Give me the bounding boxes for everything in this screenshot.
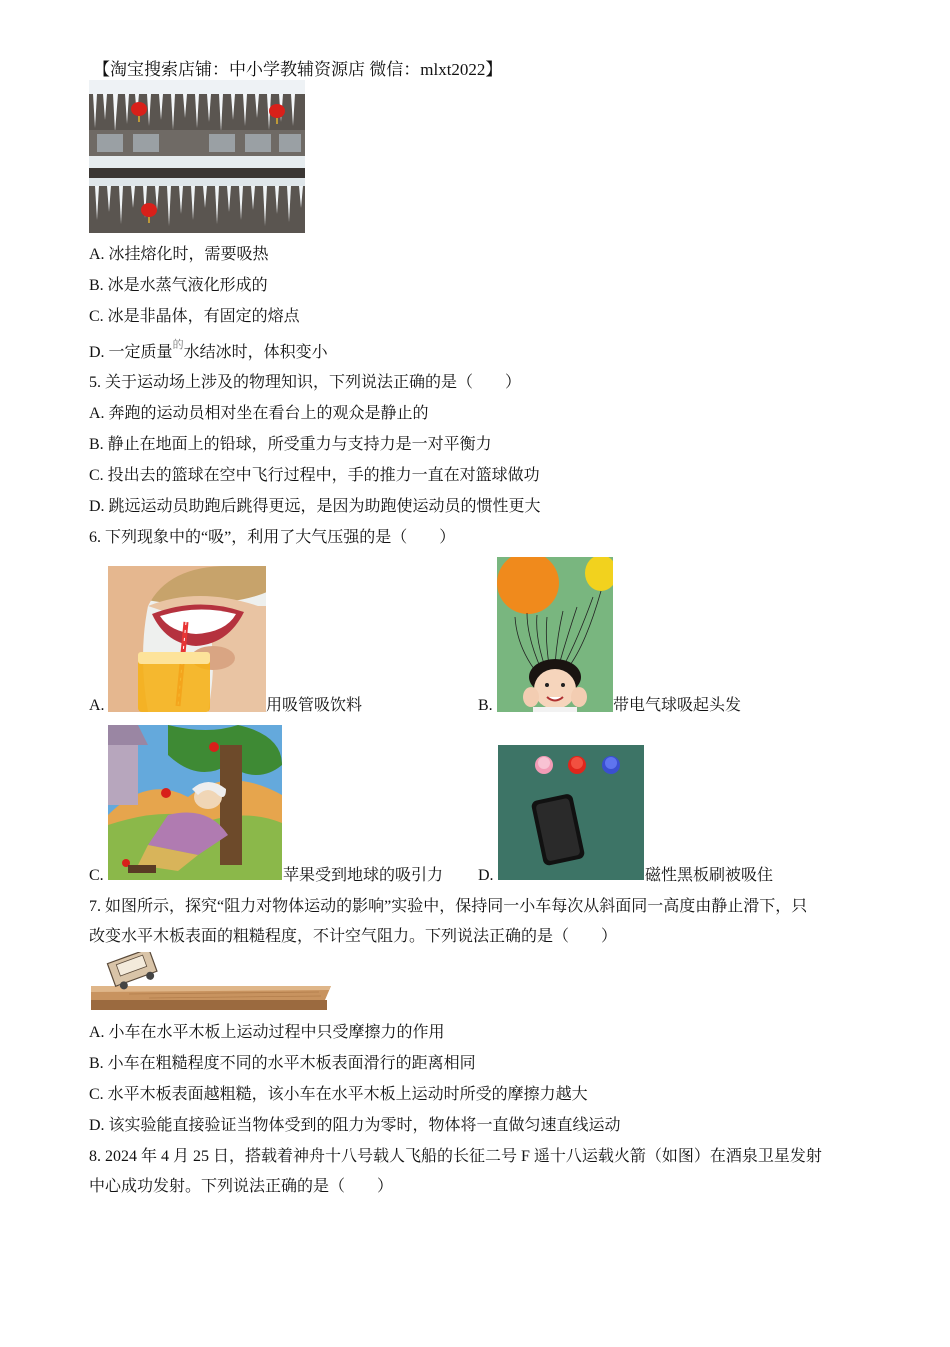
q4-option-d <box>89 339 328 364</box>
q6-option-a-text: 用吸管吸饮料 <box>266 697 363 714</box>
q7-option-a: A. 小车在水平木板上运动过程中只受摩擦力的作用 <box>89 1024 445 1041</box>
q5-option-a: A. 奔跑的运动员相对坐在看台上的观众是静止的 <box>89 405 429 422</box>
q4-option-d-suffix: 水结冰时，体积变小 <box>183 344 328 361</box>
q4-option-d-prefix: D. 一定质量 <box>89 344 173 361</box>
q7-stem-line-2: 改变水平木板表面的粗糙程度，不计空气阻力。下列说法正确的是（ ） <box>89 928 618 945</box>
newton-apple-image <box>108 725 282 880</box>
q7-option-c: C. 水平木板表面越粗糙，该小车在水平木板上运动时所受的摩擦力越大 <box>89 1086 588 1103</box>
q6-option-d-text: 磁性黑板刷被吸住 <box>645 867 774 884</box>
q5-option-b: B. 静止在地面上的铅球，所受重力与支持力是一对平衡力 <box>89 436 492 453</box>
page-header-ad: 【淘宝搜索店铺：中小学教辅资源店 微信：mlxt2022】 <box>93 60 503 79</box>
q4-option-c: C. 冰是非晶体，有固定的熔点 <box>89 308 300 325</box>
q6-option-a-letter: A. <box>89 697 105 714</box>
blackboard-eraser-image <box>498 745 644 880</box>
q5-stem: 5. 关于运动场上涉及的物理知识，下列说法正确的是（ ） <box>89 374 522 391</box>
q8-stem-line-1: 8. 2024 年 4 月 25 日，搭载着神舟十八号载人飞船的长征二号 F 遥十八运载火箭（如图）在酒泉卫星发射 <box>89 1148 822 1165</box>
q6-option-b-letter: B. <box>478 697 493 714</box>
q7-option-b: B. 小车在粗糙程度不同的水平木板表面滑行的距离相同 <box>89 1055 476 1072</box>
straw-drinking-image <box>108 566 266 712</box>
q5-option-c: C. 投出去的篮球在空中飞行过程中，手的推力一直在对篮球做功 <box>89 467 540 484</box>
q6-option-c-text: 苹果受到地球的吸引力 <box>283 867 444 884</box>
q7-stem-line-1: 7. 如图所示，探究“阻力对物体运动的影响”实验中，保持同一小车每次从斜面同一高度由静止滑下，只 <box>89 898 808 915</box>
q6-option-c-letter: C. <box>89 867 104 884</box>
q6-stem: 6. 下列现象中的“吸”，利用了大气压强的是（ ） <box>89 529 456 546</box>
q4-option-d-mark: 的 <box>172 339 184 351</box>
q7-option-d: D. 该实验能直接验证当物体受到的阻力为零时，物体将一直做匀速直线运动 <box>89 1117 621 1134</box>
q4-option-a: A. 冰挂熔化时，需要吸热 <box>89 246 269 263</box>
balloon-hair-image <box>497 557 613 712</box>
q4-option-b: B. 冰是水蒸气液化形成的 <box>89 277 268 294</box>
ramp-cart-diagram <box>89 952 333 1012</box>
q6-option-d-letter: D. <box>478 867 494 884</box>
q6-option-b-text: 带电气球吸起头发 <box>613 697 742 714</box>
icicle-building-image <box>89 80 305 233</box>
q5-option-d: D. 跳远运动员助跑后跳得更远，是因为助跑使运动员的惯性更大 <box>89 498 541 515</box>
q8-stem-line-2: 中心成功发射。下列说法正确的是（ ） <box>89 1178 394 1195</box>
